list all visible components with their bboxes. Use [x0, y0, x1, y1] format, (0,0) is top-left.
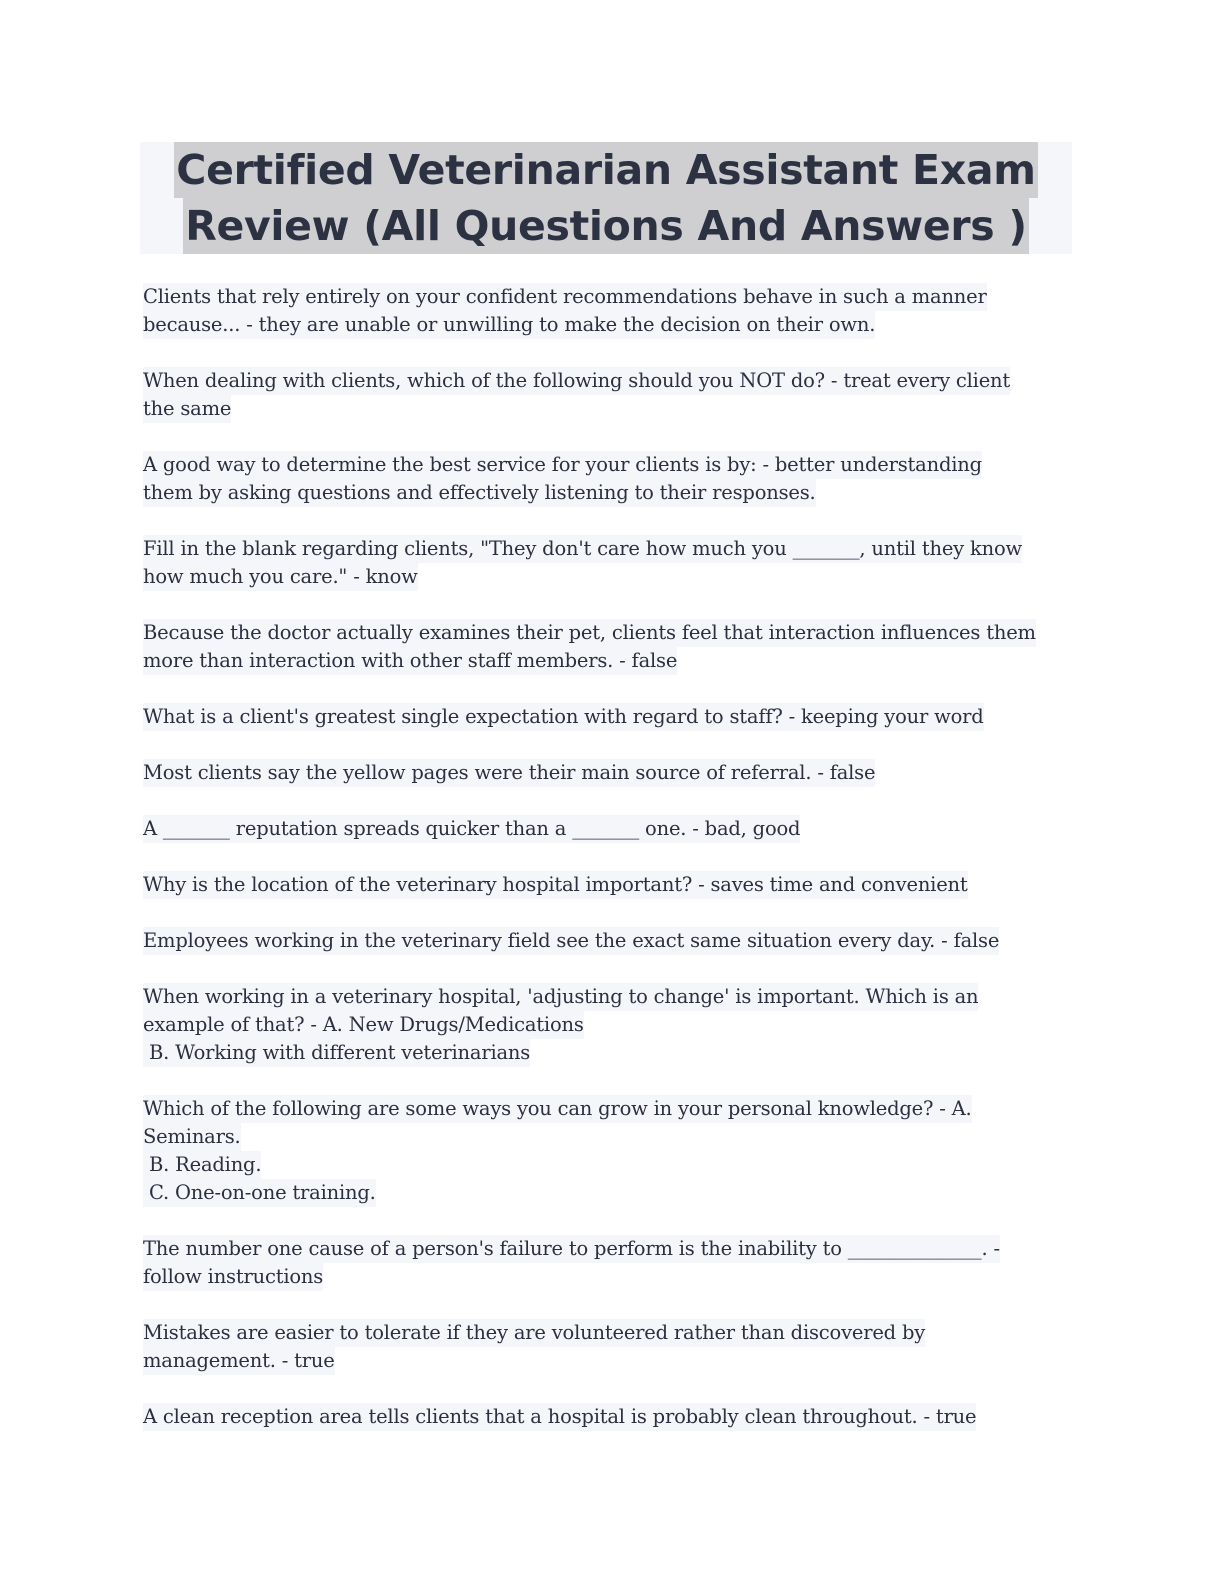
qa-text-line: The number one cause of a person's failure to perform is the inability to ______________. -	[143, 1235, 1000, 1263]
qa-text-line: them by asking questions and effectively listening to their responses.	[143, 479, 816, 507]
document-title	[140, 142, 1072, 254]
title-line-2: Review (All Questions And Answers )	[183, 198, 1029, 254]
qa-text-line: more than interaction with other staff members. - false	[143, 647, 677, 675]
qa-item	[143, 703, 1073, 731]
qa-text-line: Mistakes are easier to tolerate if they are volunteered rather than discovered by	[143, 1319, 925, 1347]
qa-text-line: Which of the following are some ways you can grow in your personal knowledge? - A.	[143, 1095, 972, 1123]
qa-text-line: example of that? - A. New Drugs/Medications	[143, 1011, 584, 1039]
qa-item	[143, 1319, 1073, 1375]
question-answer-list	[143, 283, 1073, 1459]
qa-text-line: management. - true	[143, 1347, 335, 1375]
qa-item	[143, 871, 1073, 899]
qa-text-line: Most clients say the yellow pages were their main source of referral. - false	[143, 759, 875, 787]
qa-item	[143, 1403, 1073, 1431]
qa-text-line: When working in a veterinary hospital, 'adjusting to change' is important. Which is an	[143, 983, 978, 1011]
qa-text-line: the same	[143, 395, 231, 423]
qa-text-line: Clients that rely entirely on your confident recommendations behave in such a manner	[143, 283, 987, 311]
qa-text-line: Because the doctor actually examines their pet, clients feel that interaction influences them	[143, 619, 1036, 647]
qa-text-line: B. Working with different veterinarians	[143, 1039, 530, 1067]
qa-text-line: When dealing with clients, which of the following should you NOT do? - treat every client	[143, 367, 1010, 395]
qa-text-line: Employees working in the veterinary field see the exact same situation every day. - false	[143, 927, 999, 955]
qa-item	[143, 1095, 1073, 1207]
qa-item	[143, 367, 1073, 423]
qa-item	[143, 815, 1073, 843]
qa-text-line: What is a client's greatest single expectation with regard to staff? - keeping your word	[143, 703, 984, 731]
qa-item	[143, 1235, 1073, 1291]
qa-item	[143, 759, 1073, 787]
qa-item	[143, 983, 1073, 1067]
qa-text-line: A good way to determine the best service for your clients is by: - better understanding	[143, 451, 982, 479]
qa-text-line: Fill in the blank regarding clients, "They don't care how much you _______, until they know	[143, 535, 1022, 563]
qa-item	[143, 451, 1073, 507]
qa-item	[143, 283, 1073, 339]
title-line-1: Certified Veterinarian Assistant Exam	[174, 142, 1037, 198]
qa-text-line: because... - they are unable or unwilling to make the decision on their own.	[143, 311, 875, 339]
qa-text-line: how much you care." - know	[143, 563, 418, 591]
qa-item	[143, 619, 1073, 675]
qa-item	[143, 535, 1073, 591]
qa-text-line: B. Reading.	[143, 1151, 261, 1179]
qa-text-line: Seminars.	[143, 1123, 241, 1151]
qa-text-line: A _______ reputation spreads quicker than a _______ one. - bad, good	[143, 815, 800, 843]
qa-item	[143, 927, 1073, 955]
qa-text-line: Why is the location of the veterinary hospital important? - saves time and convenient	[143, 871, 968, 899]
qa-text-line: C. One-on-one training.	[143, 1179, 376, 1207]
qa-text-line: follow instructions	[143, 1263, 323, 1291]
qa-text-line: A clean reception area tells clients that a hospital is probably clean throughout. - true	[143, 1403, 976, 1431]
